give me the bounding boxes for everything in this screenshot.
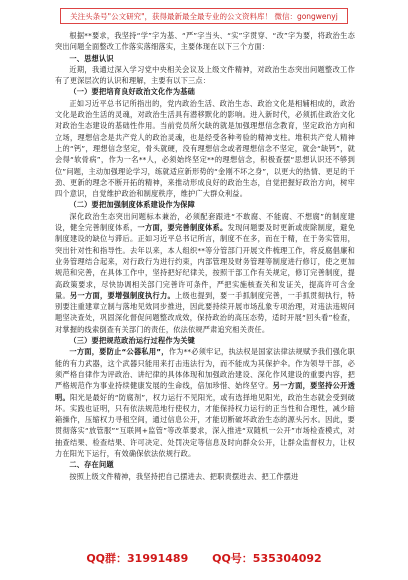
- bold-phrase: 一方面，要完善制度体系。: [137, 223, 228, 233]
- section1-paragraph-1: 近期，我通过深入学习党中央相关会议及上级文件精神，对政治生态突出问题整改工作有了更深层次的认识和理解，主要有以下三点：: [55, 64, 355, 86]
- section1-paragraph-2: 正如习近平总书记所指出的，党内政治生活、政治生态、政治文化是相辅相成的，政治文化是政治生活的灵魂，对政治生活具有潜移默化的影响。进入新时代，必须抓住政治文化对政治生态建设的基础性作用。当前党员所欠缺的就是加强理想信念教育，坚定政治方向和立场，理想信念是共产党人的政治灵魂，也是经受各种考验的精神支柱。堆积共产党人精神上的“钙”，理想信念坚定，骨头就硬，没有理想信念或者理想信念不坚定，就会“缺钙”，就会得“软骨病”，作为一名**人，必须始终坚定**的理想信念，积极查摆“思想认识还不够到位”问题，主动加强理论学习，练就适应新形势的“金刚不坏之身”，以更大的热情、更足的干劲、更新的理念不断开拓的精神，来推动形成良好的政治生态，自觉把握好政治方向，树牢四个意识，自觉维护政治和制度秩序，维护广大群众利益。: [55, 98, 355, 199]
- qq-number: QQ号：535304092: [212, 552, 322, 565]
- paragraph-text: 作为**必须牢记，执法权是国家法律法规赋予我们强化职能的有力武器，这个武器只能用来打击违法行为，而不能成为其保护伞。作为领导干部，必须严格自律作为评政治、讲纪律的具体体现和加强政治建设、深化作风建设的重要内容，把严格规范作为事业持续健康发展的生命线，倍加珍惜、始终坚守。: [55, 347, 356, 391]
- intro-paragraph: 根据**要求，我坚持“学”字为基、“严”字当头、“实”字贯穿、“改”字为要，将政治生态突出问题全面整改工作落实落细落实，主要体现在以下三个方面：: [55, 31, 355, 52]
- bold-phrase: 一方面，要防止“公器私用”，: [69, 347, 169, 357]
- bold-phrase: 另一方面，要增强制度执行力。: [70, 290, 176, 300]
- subheading-3: （三）要把规范政治运行过程作为关键: [69, 336, 195, 346]
- section-heading-2: 二、存在问题: [69, 460, 114, 470]
- bold-phrase: 另一方面，要坚持公开透明。: [55, 381, 355, 402]
- paragraph-text: 发现问题要及时更新或废除制度，避免制度建设的缺位与滞后。正如习近平总书记所言，制度不在多，而在于精，在于务实管用，突出针对性和指导性。去年以来，本人组织**等分管部门开展文件梳理工作，将反腐倡廉和业务管理结合起来，对行政行为进行约束，内部管理及财务管理等制度进行修订，使之更加规范和完善，在具体工作中，坚持把好纪律关，按照干部工作有关规定，修订完善制度，提高政策要求，尽快协调相关部门完善许可条件，严把实施核查关和发证关，提高许可含金量。: [55, 223, 355, 300]
- document-body: [55, 30, 355, 482]
- section2-paragraph-1: 按照上级文件精神，我坚持把自己摆进去、把职责摆进去、把工作摆进: [69, 471, 299, 481]
- contact-footer: [0, 550, 408, 566]
- promo-banner: 关注头条号"公文研究"，获得最新最全最专业的公文资料库！ 微信：gongwenyj: [60, 8, 348, 24]
- paragraph-text: 阳光是最好的“防腐剂”，权力运行不见阳光，或有选择地见阳光，政治生态就会受到破坏。实践也证明，只有依法规范地行使权力，才能保持权力运行的正当性和合理性，减少暗箱操作，压缩权力寻租空间，通过信息公开，才能切断破坏政治生态的源头污水。因此，要贯彻落实“放管服”“互联网+监管”等改革要求，深入推进“双随机一公开”市场检查模式，对抽查结果、检查结果、许可决定、处罚决定等信息及时向群众公开，让群众监督权力，让权力在阳光下运行，有效确保依法依规行政。: [55, 392, 355, 458]
- paragraph-text: 上级也提到，要一手抓制度完善，一手抓贯彻执行，特别要注重建章立制与落地见效同步推进，因此要持续开展市场乱象专项治理，对违法违规问题坚决查处，巩固深化督促问题整改成效，保持政治的高压态势，适时开展“回头看”检查，对掌握的线索倒查有关部门的责任，依法依规严肃追究相关责任。: [55, 290, 355, 334]
- subheading-1: （一）要把培育良好政治文化作为基础: [69, 87, 195, 97]
- subheading-2: （二）要把加强制度体系建设作为保障: [69, 200, 195, 210]
- section1-paragraph-3: [55, 211, 355, 335]
- qq-group: QQ群：31991489: [86, 552, 189, 565]
- section1-paragraph-4: [55, 346, 355, 459]
- section-heading-1: 一、思想认识: [69, 53, 114, 63]
- paragraph-text: 深化政治生态突出问题标本兼治，必须配套跟进“不敢腐、不能腐、不想腐”的制度建设，健全完善制度体系，: [55, 211, 355, 233]
